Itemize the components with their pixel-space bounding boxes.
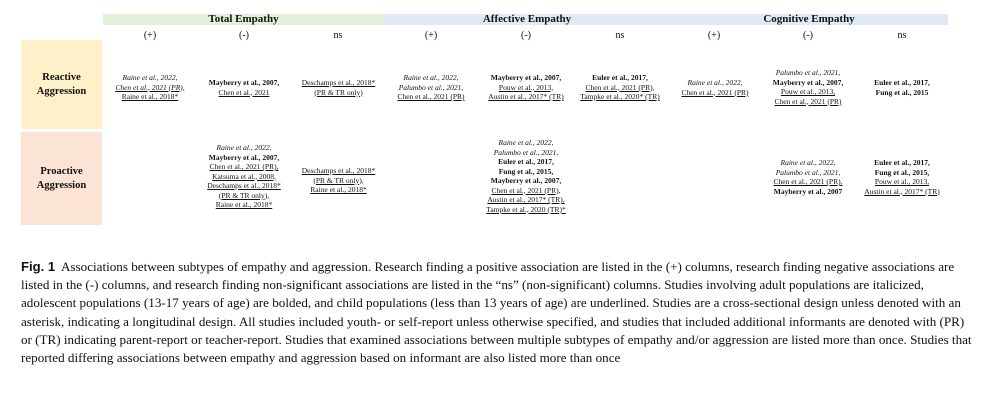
- caption-text: Associations between subtypes of empathy and aggression. Research finding a positive association are listed in the (+) columns, research finding negative associations are listed in the (-) columns, and research finding non-significant associations are listed in the “ns” (non-significant) columns. Studies involving adult populations are italicized, adolescent populations (13-17 years of age) are bolded, and child populations (less than 13 years of age) are underlined. Studies are a cross-sectional design unless denoted with an asterisk, indicating a longitudinal design. All studies included youth- or self-report unless otherwise specified, and studies that included additional informants are denoted with (PR) or (TR) indicating parent-report or teacher-report. Studies that examined associations between multiple subtypes of empathy and/or aggression are listed more than once. Studies that reported differing associations between empathy and aggression based on informant are also listed more than once: [21, 259, 972, 366]
- citation-entry: Palumbo et al., 2021,: [398, 82, 464, 92]
- citation-entry: (PR & TR only),: [218, 190, 270, 200]
- subheader-total-positive: (+): [143, 30, 157, 41]
- subheader-affective-ns: ns: [615, 30, 625, 41]
- citation-entry: Deschamps et al., 2018*: [301, 166, 376, 175]
- total-empathy-header: Total Empathy: [208, 13, 279, 25]
- citation-entry: Deschamps et al., 2018*: [301, 78, 376, 87]
- citation-entry: Mayberry et al., 2007,: [772, 77, 844, 87]
- citation-entry: Raine et al., 2018*: [121, 92, 179, 101]
- citation-entry: Tampke et al., 2020* (TR): [580, 92, 660, 101]
- citation-entry: Mayberry et al., 2007: [773, 186, 843, 196]
- cell-reactive-affective-positive: [385, 73, 477, 102]
- subheader-cognitive-ns: ns: [897, 30, 907, 41]
- citation-entry: Chen et al., 2021 (PR),: [773, 177, 843, 186]
- citation-entry: Tampke et al., 2020 (TR)*: [486, 204, 566, 214]
- citation-entry: Chen et al., 2021 (PR): [397, 92, 465, 101]
- citation-entry: Fung et al., 2015,: [874, 167, 930, 177]
- citation-entry: Raine et al., 2022,: [780, 158, 836, 167]
- citation-entry: Euler et al., 2017,: [498, 157, 554, 166]
- citation-entry: Chen et al., 2021: [218, 87, 270, 97]
- citation-entry: Chen et al., 2021 (PR),: [209, 162, 279, 171]
- subheader-cognitive-negative: (-): [803, 30, 813, 41]
- figure-caption: [21, 258, 977, 367]
- citation-entry: Deschamps et al., 2018*: [207, 181, 281, 190]
- citation-entry: Austin et al., 2017* (TR),: [487, 195, 565, 204]
- citation-entry: Raine et al., 2022,: [403, 73, 459, 82]
- subheader-affective-positive: (+): [424, 30, 438, 41]
- citation-entry: Fung et al., 2015: [875, 87, 929, 97]
- cell-proactive-cognitive-negative: [761, 158, 855, 196]
- citation-entry: Palumbo et al., 2021,: [493, 147, 559, 157]
- citation-entry: Palumbo et al., 2021,: [775, 68, 841, 77]
- cell-reactive-cognitive-positive: [668, 78, 762, 97]
- citation-entry: Pouw et al., 2013,: [874, 177, 930, 186]
- affective-empathy-header: Affective Empathy: [482, 13, 572, 25]
- citation-entry: Mayberry et al., 2007,: [490, 73, 562, 82]
- citation-entry: Pouw et al., 2013,: [498, 82, 554, 92]
- citation-entry: (PR & TR only),: [313, 175, 364, 185]
- subheader-total-ns: ns: [333, 30, 343, 41]
- citation-entry: Raine et al., 2018*: [310, 185, 367, 194]
- cell-reactive-affective-ns: [572, 73, 668, 102]
- cell-reactive-affective-negative: [478, 73, 574, 102]
- citation-entry: Katsuma et al., 2008,: [212, 171, 276, 181]
- citation-entry: Raine et al., 2018*: [215, 200, 273, 209]
- cell-reactive-total-negative: [197, 78, 291, 97]
- citation-entry: Fung et al., 2015,: [498, 166, 554, 176]
- cell-proactive-total-ns: [292, 166, 385, 195]
- citation-entry: (PR & TR only): [314, 87, 363, 97]
- citation-entry: Pouw et al., 2013,: [780, 87, 836, 96]
- subheader-total-negative: (-): [239, 30, 249, 41]
- citation-entry: Chen et al., 2021 (PR): [774, 96, 842, 106]
- citation-entry: Chen et al., 2021 (PR): [681, 87, 749, 97]
- cell-reactive-cognitive-ns: [855, 78, 949, 97]
- cognitive-empathy-header: Cognitive Empathy: [763, 13, 855, 25]
- citation-entry: Chen et al., 2021 (PR),: [115, 82, 185, 92]
- cell-proactive-cognitive-ns: [855, 158, 949, 196]
- citation-entry: Palumbo et al., 2021,: [775, 167, 841, 177]
- cell-reactive-cognitive-negative: [761, 68, 855, 106]
- subheader-cognitive-positive: (+): [707, 30, 721, 41]
- citation-entry: Austin et al., 2017* (TR): [488, 92, 564, 101]
- cell-reactive-total-positive: [105, 73, 195, 102]
- row-label-proactive: Proactive Aggression: [21, 132, 102, 225]
- cell-proactive-affective-negative: [478, 138, 574, 214]
- cell-reactive-total-ns: [292, 78, 385, 97]
- citation-entry: Mayberry et al., 2007,: [490, 176, 562, 185]
- citation-entry: Chen et al., 2021 (PR),: [491, 185, 561, 195]
- citation-entry: Chen et al., 2021 (PR),: [585, 82, 655, 92]
- cell-proactive-total-negative: [197, 143, 291, 210]
- row-label-reactive: Reactive Aggression: [21, 40, 102, 129]
- citation-entry: Euler et al., 2017,: [592, 73, 648, 82]
- citation-entry: Euler et al., 2017,: [874, 158, 930, 167]
- citation-entry: Raine et al., 2022,: [122, 73, 178, 82]
- subheader-affective-negative: (-): [521, 30, 531, 41]
- citation-entry: Austin et al., 2017* (TR): [864, 186, 940, 196]
- figure-label: Fig. 1: [21, 259, 56, 274]
- citation-entry: Mayberry et al., 2007,: [208, 78, 280, 87]
- citation-entry: Raine et al., 2022,: [687, 78, 743, 87]
- citation-entry: Mayberry et al., 2007,: [208, 152, 280, 162]
- citation-entry: Raine et al., 2022,: [216, 143, 272, 152]
- citation-entry: Raine et al., 2022,: [498, 138, 554, 147]
- citation-entry: Euler et al., 2017,: [874, 78, 930, 87]
